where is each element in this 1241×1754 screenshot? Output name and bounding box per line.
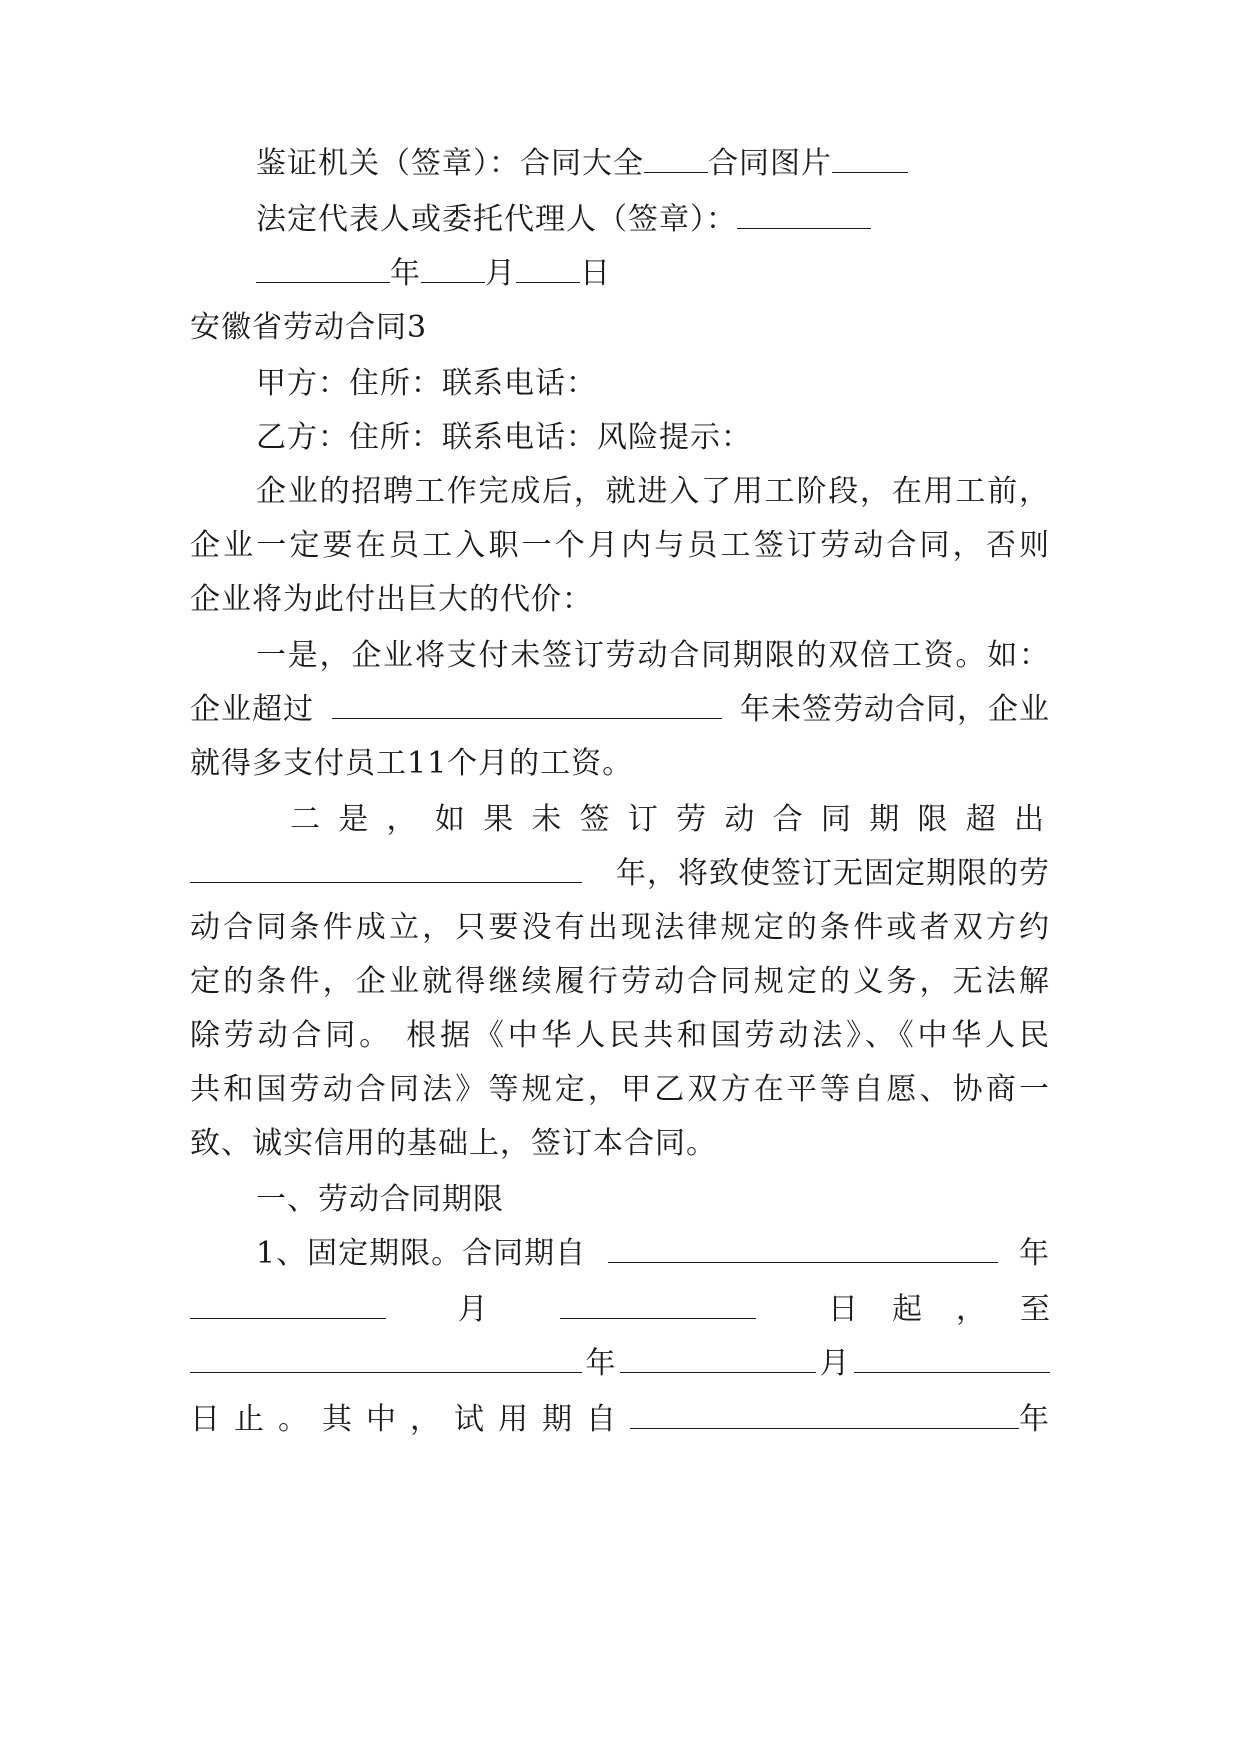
blank: [644, 141, 708, 173]
document-title: 安徽省劳动合同3: [190, 310, 428, 345]
party-a-line: 甲方：住所：联系电话：: [256, 366, 597, 401]
blank: [560, 1287, 756, 1319]
paragraph-line: 除劳动合同。 根据《中华人民共和国劳动法》、《中华人民: [190, 1018, 1050, 1053]
paragraph-line: 二是，如果未签订劳动合同期限超出: [290, 802, 1050, 837]
day-from-label: 日起，至: [827, 1292, 1084, 1327]
paragraph-line: 企业一定要在员工入职一个月内与员工签订劳动合同，否则: [190, 528, 1050, 563]
representative-line: [256, 196, 1050, 244]
month-label: 月: [457, 1292, 489, 1327]
paragraph-line: 动合同条件成立，只要没有出现法律规定的条件或者双方约: [190, 910, 1050, 945]
year-label: 年: [585, 1346, 617, 1381]
text-span: 年，将致使签订无固定期限的劳: [616, 856, 1050, 891]
blank: [630, 1397, 1019, 1429]
paragraph-line: [190, 850, 1050, 898]
text-span: 年未签劳动合同，企业: [740, 692, 1050, 727]
paragraph-line: 企业将为此付出巨大的代价：: [190, 582, 593, 617]
party-b-line: 乙方：住所：联系电话：风险提示：: [256, 420, 752, 455]
paragraph-line: 致、诚实信用的基础上，签订本合同。: [190, 1126, 717, 1161]
fixed-term-line: [190, 1286, 1084, 1334]
month-label: 月: [485, 256, 516, 291]
blank: [190, 1341, 582, 1373]
day-label: 日: [580, 256, 611, 291]
blank: [854, 1341, 1050, 1373]
blank: [620, 1341, 816, 1373]
paragraph-line: 一是，企业将支付未签订劳动合同期限的双倍工资。如：: [256, 638, 1050, 673]
probation-label: 日止。其中，试用期自: [190, 1402, 630, 1437]
year-label: 年: [390, 256, 421, 291]
blank: [190, 851, 582, 883]
blank: [190, 1287, 386, 1319]
text-span: 1、固定期限。合同期自: [256, 1236, 587, 1271]
fixed-term-line: [256, 1230, 1050, 1278]
paragraph-line: 企业的招聘工作完成后，就进入了用工阶段，在用工前，: [256, 474, 1050, 509]
year-label: 年: [1019, 1236, 1050, 1271]
contract-image-label: 合同图片: [708, 146, 832, 181]
fixed-term-line: [190, 1340, 1050, 1388]
blank: [332, 687, 722, 719]
paragraph-line: 定的条件，企业就得继续履行劳动合同规定的义务，无法解: [190, 964, 1050, 999]
day-blank: [516, 251, 580, 283]
blank: [832, 141, 908, 173]
paragraph-line: [190, 686, 1050, 734]
seal-label: 鉴证机关（签章）：合同大全: [256, 146, 644, 181]
paragraph-line: 就得多支付员工11个月的工资。: [190, 746, 634, 781]
blank: [737, 197, 871, 229]
year-label: 年: [1019, 1402, 1050, 1437]
text-span: 企业超过: [190, 692, 314, 727]
representative-label: 法定代表人或委托代理人（签章）：: [256, 202, 737, 237]
date-line: [256, 250, 1050, 298]
paragraph-line: 共和国劳动合同法》等规定，甲乙双方在平等自愿、协商一: [190, 1072, 1050, 1107]
blank: [608, 1231, 998, 1263]
month-label: 月: [819, 1346, 851, 1381]
fixed-term-line: [190, 1396, 1050, 1444]
section-heading: 一、劳动合同期限: [256, 1182, 504, 1217]
year-blank: [256, 251, 390, 283]
seal-line: [256, 140, 1050, 188]
month-blank: [421, 251, 485, 283]
